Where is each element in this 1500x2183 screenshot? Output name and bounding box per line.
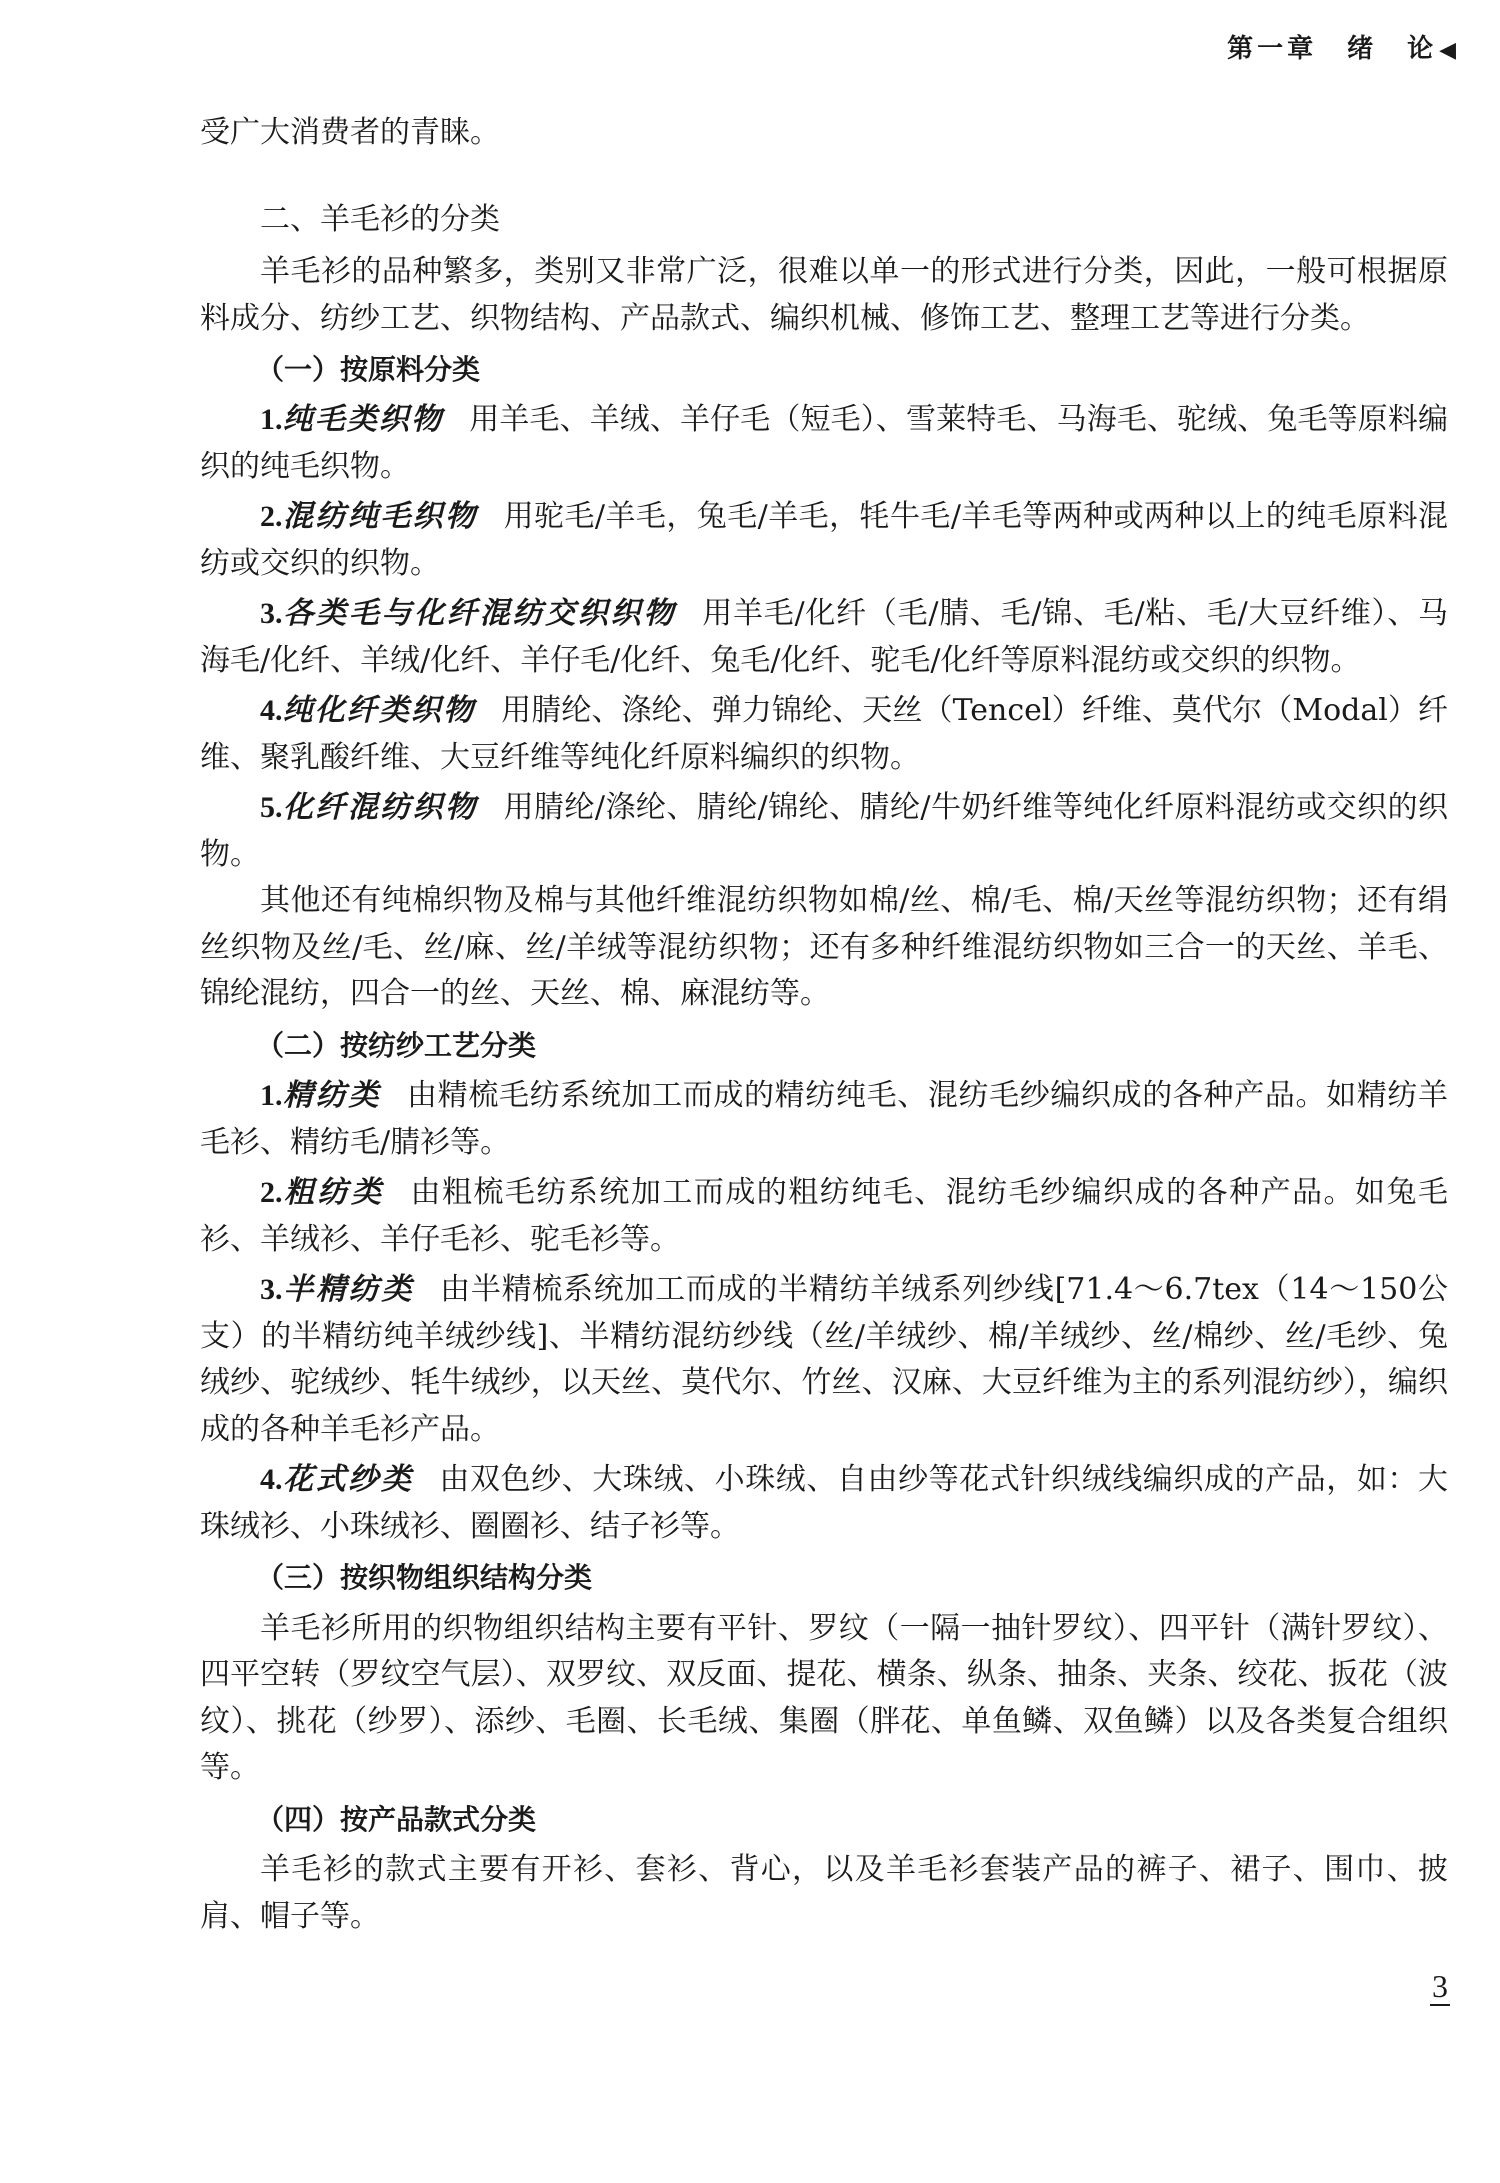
item-text: 用羊毛、羊绒、羊仔毛（短毛）、雪莱特毛、马海毛、驼绒、兔毛等原料编织的纯毛织物。 xyxy=(200,402,1449,484)
other-fabrics-paragraph: 其他还有纯棉织物及棉与其他纤维混纺织物如棉/丝、棉/毛、棉/天丝等混纺织物；还有绢丝织物及丝/毛、丝/麻、丝/羊绒等混纺织物；还有多种纤维混纺织物如三合一的天丝、羊毛、锦纶混纺，四合一的丝、天丝、棉、麻混纺等。 xyxy=(200,883,1448,1012)
page-body xyxy=(200,110,1448,1940)
list-item xyxy=(200,688,1448,781)
subsection-heading-structure: （三）按织物组织结构分类 xyxy=(256,1561,593,1595)
item-text: 由半精梳系统加工而成的半精纺羊绒系列纱线[71.4～6.7tex（14～150公支）的半精纺纯羊绒纱线]、半精纺混纺纱线（丝/羊绒纱、棉/羊绒纱、丝/棉纱、丝/毛纱、兔绒纱、驼绒纱、牦牛绒纱，以天丝、莫代尔、竹丝、汉麻、大豆纤维为主的系列混纺纱），编织成的各种羊毛衫产品。 xyxy=(200,1272,1449,1447)
subsection-heading-spinning: （二）按纺纱工艺分类 xyxy=(256,1028,537,1062)
item-term: 精纺类 xyxy=(282,1078,382,1114)
item-text: 由粗梳毛纺系统加工而成的粗纺纯毛、混纺毛纱编织成的各种产品。如兔毛衫、羊绒衫、羊仔毛衫、驼毛衫等。 xyxy=(200,1175,1449,1257)
item-number: 3. xyxy=(260,1273,283,1307)
item-term: 粗纺类 xyxy=(282,1175,385,1211)
item-number: 2. xyxy=(260,1176,283,1210)
list-item xyxy=(200,494,1448,587)
item-text: 用腈纶、涤纶、弹力锦纶、天丝（Tencel）纤维、莫代尔（Modal）纤维、聚乳酸纤维、大豆纤维等纯化纤原料编织的织物。 xyxy=(200,693,1449,775)
item-term: 各类毛与化纤混纺交织织物 xyxy=(282,596,677,632)
item-number: 5. xyxy=(260,791,283,825)
item-number: 4. xyxy=(260,694,283,728)
item-term: 纯化纤类织物 xyxy=(282,693,476,729)
item-number: 1. xyxy=(260,1079,283,1113)
item-term: 纯毛类织物 xyxy=(282,402,444,438)
list-item xyxy=(200,591,1448,684)
item-text: 用腈纶/涤纶、腈纶/锦纶、腈纶/牛奶纤维等纯化纤原料混纺或交织的织物。 xyxy=(200,790,1449,872)
chapter-title: 第一章 绪 论 xyxy=(1227,34,1438,64)
list-item xyxy=(200,397,1448,490)
item-number: 3. xyxy=(260,597,283,631)
list-item xyxy=(200,1457,1448,1550)
list-item xyxy=(200,1170,1448,1263)
list-item xyxy=(200,1267,1448,1453)
item-text: 由精梳毛纺系统加工而成的精纺纯毛、混纺毛纱编织成的各种产品。如精纺羊毛衫、精纺毛/腈衫等。 xyxy=(200,1078,1449,1160)
section-intro-paragraph: 羊毛衫的品种繁多，类别又非常广泛，很难以单一的形式进行分类，因此，一般可根据原料成分、纺纱工艺、织物结构、产品款式、编织机械、修饰工艺、整理工艺等进行分类。 xyxy=(200,254,1448,336)
paragraph-continuation: 受广大消费者的青睐。 xyxy=(200,115,500,150)
list-item xyxy=(200,1073,1448,1166)
item-text: 用羊毛/化纤（毛/腈、毛/锦、毛/粘、毛/大豆纤维）、马海毛/化纤、羊绒/化纤、羊仔毛/化纤、兔毛/化纤、驼毛/化纤等原料混纺或交织的织物。 xyxy=(200,596,1448,678)
section-heading: 二、羊毛衫的分类 xyxy=(260,201,500,237)
item-term: 花式纱类 xyxy=(282,1462,414,1498)
style-paragraph: 羊毛衫的款式主要有开衫、套衫、背心，以及羊毛衫套装产品的裤子、裙子、围巾、披肩、帽子等。 xyxy=(200,1852,1448,1934)
item-term: 混纺纯毛织物 xyxy=(282,499,478,535)
item-number: 1. xyxy=(260,403,283,437)
left-arrow-icon: ◀ xyxy=(1439,38,1460,63)
page-number: 3 xyxy=(1432,1968,1448,2004)
item-number: 4. xyxy=(260,1463,283,1497)
item-text: 由双色纱、大珠绒、小珠绒、自由纱等花式针织绒线编织成的产品，如：大珠绒衫、小珠绒衫、圈圈衫、结子衫等。 xyxy=(200,1462,1448,1544)
running-header xyxy=(1227,28,1460,65)
structure-paragraph: 羊毛衫所用的织物组织结构主要有平针、罗纹（一隔一抽针罗纹）、四平针（满针罗纹）、四平空转（罗纹空气层）、双罗纹、双反面、提花、横条、纵条、抽条、夹条、绞花、扳花（波纹）、挑花（纱罗）、添纱、毛圈、长毛绒、集圈（胖花、单鱼鳞、双鱼鳞）以及各类复合组织等。 xyxy=(200,1610,1448,1786)
item-term: 化纤混纺织物 xyxy=(282,790,478,826)
item-text: 用驼毛/羊毛，兔毛/羊毛，牦牛毛/羊毛等两种或两种以上的纯毛原料混纺或交织的织物。 xyxy=(200,499,1449,581)
list-item xyxy=(200,785,1448,878)
subsection-heading-raw-material: （一）按原料分类 xyxy=(256,353,481,386)
subsection-heading-style: （四）按产品款式分类 xyxy=(256,1802,537,1836)
item-term: 半精纺类 xyxy=(282,1272,415,1308)
item-number: 2. xyxy=(260,500,283,534)
